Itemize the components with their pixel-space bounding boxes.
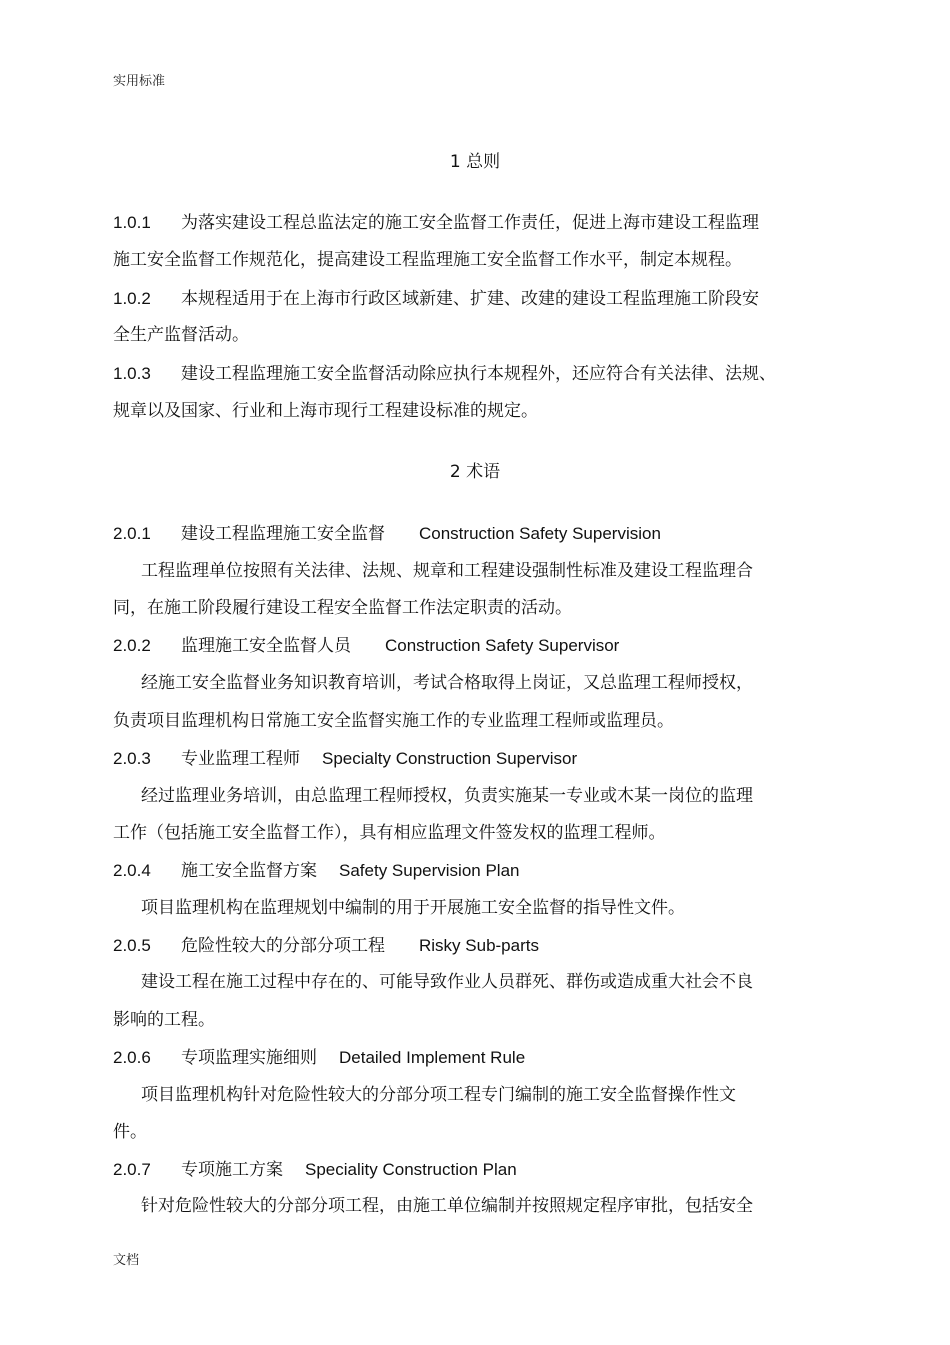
page-footer: 文档 <box>113 1253 140 1268</box>
clause-1-0-3-line2: 规章以及国家、行业和上海市现行工程建设标准的规定。 <box>113 401 538 421</box>
term-2-0-2-def-line1: 经施工安全监督业务知识教育培训，考试合格取得上岗证，又总监理工程师授权， <box>141 673 753 693</box>
clause-text: 建设工程监理施工安全监督活动除应执行本规程外，还应符合有关法律、法规、 <box>181 364 776 384</box>
term-2-0-3-def-line1: 经过监理业务培训，由总监理工程师授权，负责实施某一专业或木某一岗位的监理 <box>141 786 753 806</box>
term-2-0-6-def-line1: 项目监理机构针对危险性较大的分部分项工程专门编制的施工安全监督操作性文 <box>141 1085 736 1105</box>
term-number: 2.0.4 <box>113 861 151 880</box>
term-2-0-1-heading <box>113 519 661 544</box>
term-cn: 专项施工方案 <box>181 1160 283 1180</box>
clause-text: 为落实建设工程总监法定的施工安全监督工作责任，促进上海市建设工程监理 <box>181 213 759 233</box>
clause-1-0-3-line1 <box>113 359 776 384</box>
term-number: 2.0.1 <box>113 524 151 543</box>
term-en: Construction Safety Supervision <box>419 524 661 543</box>
term-cn: 危险性较大的分部分项工程 <box>181 936 385 956</box>
term-2-0-7-def-line1: 针对危险性较大的分部分项工程，由施工单位编制并按照规定程序审批，包括安全 <box>141 1196 753 1216</box>
term-2-0-6-def-line2: 件。 <box>113 1122 147 1142</box>
term-cn: 监理施工安全监督人员 <box>181 636 351 656</box>
term-number: 2.0.6 <box>113 1048 151 1067</box>
term-en: Risky Sub-parts <box>419 936 539 955</box>
term-cn: 专项监理实施细则 <box>181 1048 317 1068</box>
clause-1-0-2-line2: 全生产监督活动。 <box>113 325 249 345</box>
term-2-0-3-heading <box>113 744 577 769</box>
clause-1-0-1-line1 <box>113 208 759 233</box>
term-number: 2.0.5 <box>113 936 151 955</box>
term-en: Detailed Implement Rule <box>339 1048 526 1067</box>
clause-number: 1.0.3 <box>113 364 151 383</box>
term-cn: 施工安全监督方案 <box>181 861 317 881</box>
clause-number: 1.0.2 <box>113 289 151 308</box>
term-2-0-5-heading <box>113 931 539 956</box>
term-2-0-3-def-line2: 工作（包括施工安全监督工作），具有相应监理文件签发权的监理工程师。 <box>113 823 666 843</box>
section-title-2: 2 术语 <box>449 462 501 482</box>
term-2-0-1-def-line1: 工程监理单位按照有关法律、法规、规章和工程建设强制性标准及建设工程监理合 <box>141 561 753 581</box>
term-en: Speciality Construction Plan <box>305 1160 517 1179</box>
term-en: Safety Supervision Plan <box>339 861 520 880</box>
clause-1-0-1-line2: 施工安全监督工作规范化，提高建设工程监理施工安全监督工作水平，制定本规程。 <box>113 250 742 270</box>
term-2-0-2-heading <box>113 631 619 656</box>
term-en: Construction Safety Supervisor <box>385 636 620 655</box>
section-title-1: 1 总则 <box>449 152 501 172</box>
term-2-0-7-heading <box>113 1155 517 1180</box>
page-header: 实用标准 <box>113 74 166 89</box>
clause-number: 1.0.1 <box>113 213 151 232</box>
term-2-0-2-def-line2: 负责项目监理机构日常施工安全监督实施工作的专业监理工程师或监理员。 <box>113 711 674 731</box>
term-cn: 专业监理工程师 <box>181 749 300 769</box>
clause-text: 本规程适用于在上海市行政区域新建、扩建、改建的建设工程监理施工阶段安 <box>181 289 759 309</box>
term-number: 2.0.2 <box>113 636 151 655</box>
term-2-0-5-def-line2: 影响的工程。 <box>113 1010 215 1030</box>
term-en: Specialty Construction Supervisor <box>322 749 578 768</box>
term-cn: 建设工程监理施工安全监督 <box>181 524 385 544</box>
term-number: 2.0.7 <box>113 1160 151 1179</box>
clause-1-0-2-line1 <box>113 284 759 309</box>
term-2-0-5-def-line1: 建设工程在施工过程中存在的、可能导致作业人员群死、群伤或造成重大社会不良 <box>141 972 753 992</box>
term-number: 2.0.3 <box>113 749 151 768</box>
term-2-0-6-heading <box>113 1043 525 1068</box>
term-2-0-4-def-line1: 项目监理机构在监理规划中编制的用于开展施工安全监督的指导性文件。 <box>141 898 685 918</box>
term-2-0-4-heading <box>113 856 520 881</box>
term-2-0-1-def-line2: 同，在施工阶段履行建设工程安全监督工作法定职责的活动。 <box>113 598 572 618</box>
